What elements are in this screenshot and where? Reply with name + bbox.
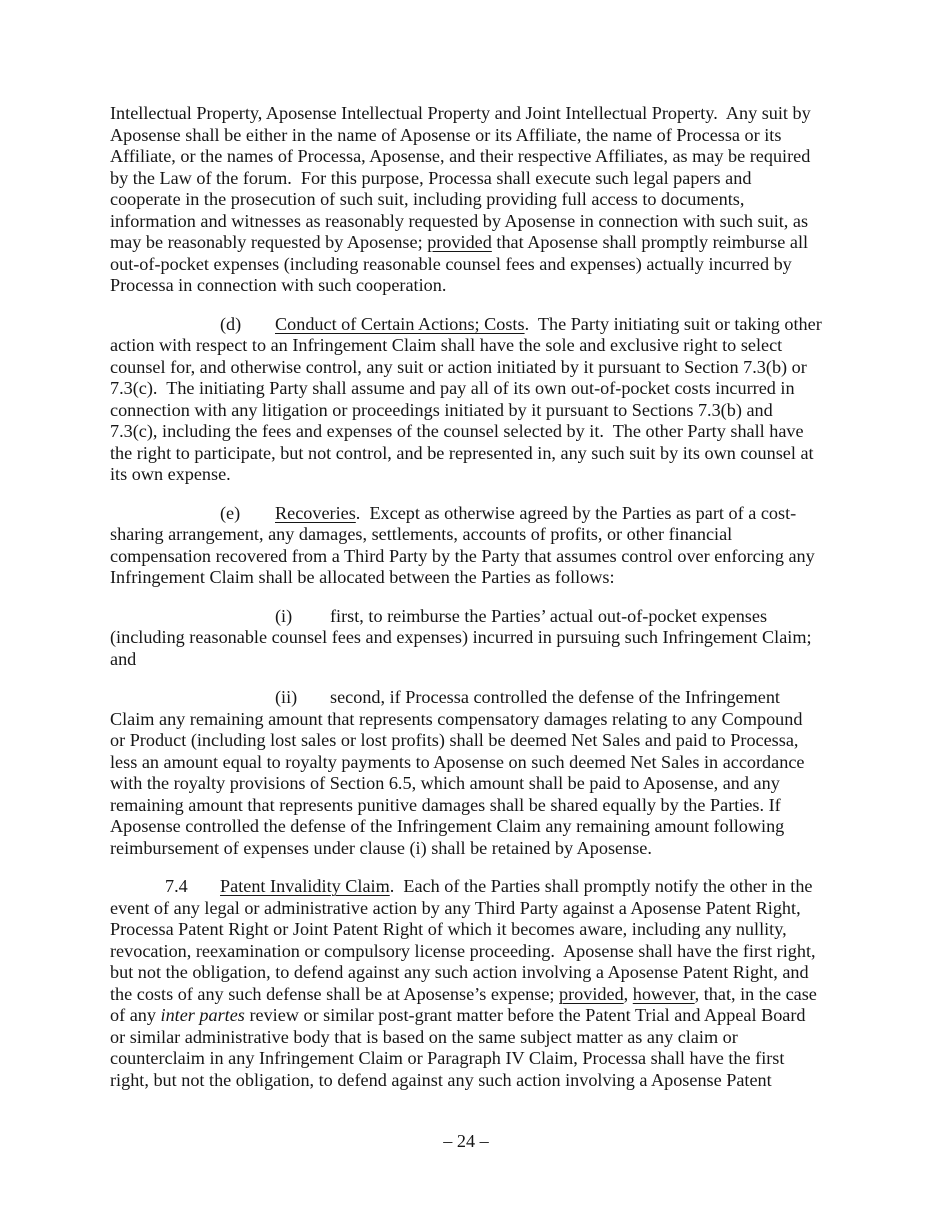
paragraph: [110, 503, 822, 589]
paragraph-label: (ii): [275, 687, 298, 707]
paragraph: [110, 606, 822, 671]
paragraph-label: (e): [220, 502, 241, 523]
text-run: . Except as otherwise agreed by the Parties as part of a cost-sharing arrangement, any damages, settlements, accounts of profits, or other financial compensation recovered from a Third Party by the Party that assumes control over enforcing any Infringement Claim shall be allocated between the Parties as follows:: [110, 502, 820, 587]
text-run: . The Party initiating suit or taking other action with respect to an Infringement Claim shall have the sole and exclusive right to select counsel for, and otherwise control, any suit or action initiated by it pursuant to Section 7.3(b) or 7.3(c). The initiating Party shall assume and pay all of its own out-of-pocket costs incurred in connection with any litigation or proceedings initiated by it pursuant to Sections 7.3(b) and 7.3(c), including the fees and expenses of the counsel selected by it. The other Party shall have the right to participate, but not control, and be represented in, any such suit by its own counsel at its own expense.: [110, 313, 827, 484]
text-run: review or similar post-grant matter before the Patent Trial and Appeal Board or similar administrative body that is based on the same subject matter as any claim or counterclaim in any Infringement Claim or Paragraph IV Claim, Processa shall have the first right, but not the obligation, to defend against any such action involving a Aposense Patent: [110, 1005, 811, 1090]
text-run: ,: [623, 983, 633, 1004]
text-run: second, if Processa controlled the defense of the Infringement Claim any remaining amount that represents compensatory damages relating to any Compound or Product (including lost sales or lost profits) shall be deemed Net Sales and paid to Processa, less an amount equal to royalty payments to Aposense on such deemed Net Sales in accordance with the royalty provisions of Section 6.5, which amount shall be paid to Aposense, and any remaining amount that represents punitive damages shall be shared equally by the Parties. If Aposense controlled the defense of the Infringement Claim any remaining amount following reimbursement of expenses under clause (i) shall be retained by Aposense.: [110, 687, 810, 858]
paragraph-label: 7.4: [165, 876, 188, 896]
paragraph: [110, 103, 822, 297]
document-body: [110, 103, 827, 1091]
text-run: Recoveries: [275, 502, 356, 523]
paragraph-label: (i): [275, 605, 293, 626]
text-run: Intellectual Property, Aposense Intellectual Property and Joint Intellectual Property. Any suit by Aposense shall be either in the name of Aposense or its Affiliate, the name of Processa or its Affiliate, or the names of Processa, Aposense, and their respective Affiliates, as may be required by the Law of the forum. For this purpose, Processa shall execute such legal papers and cooperate in the prosecution of such suit, including providing full access to documents, information and witnesses as reasonably requested by Aposense in connection with such suit, as may be reasonably requested by Aposense;: [110, 103, 815, 252]
text-run: Patent Invalidity Claim: [220, 876, 390, 896]
paragraph: [110, 876, 822, 1091]
page-number: – 24 –: [443, 1131, 489, 1151]
text-run: provided: [427, 232, 492, 252]
text-run: first, to reimburse the Parties’ actual out-of-pocket expenses (including reasonable counsel fees and expenses) incurred in pursuing such Infringement Claim; and: [110, 605, 817, 669]
text-run: . Each of the Parties shall promptly notify the other in the event of any legal or administrative action by any Third Party against a Aposense Patent Right, Processa Patent Right or Joint Patent Right of which it becomes aware, including any nullity, revocation, reexamination or compulsory license proceeding. Aposense shall have the first right, but not the obligation, to defend against any such action involving a Aposense Patent Right, and the costs of any such defense shall be at Aposense’s expense;: [110, 876, 821, 1004]
text-run: that Aposense shall promptly reimburse all out-of-pocket expenses (including reasonable counsel fees and expenses) actually incurred by Processa in connection with such cooperation.: [110, 232, 813, 295]
text-run: Conduct of Certain Actions; Costs: [275, 313, 525, 334]
paragraph-label: (d): [220, 313, 242, 334]
paragraph: [110, 313, 827, 486]
text-run: however: [632, 983, 695, 1004]
text-run: provided: [559, 983, 624, 1004]
paragraph: [110, 687, 822, 859]
text-run: , that, in the case of any: [110, 983, 822, 1025]
text-run: inter partes: [160, 1005, 245, 1025]
